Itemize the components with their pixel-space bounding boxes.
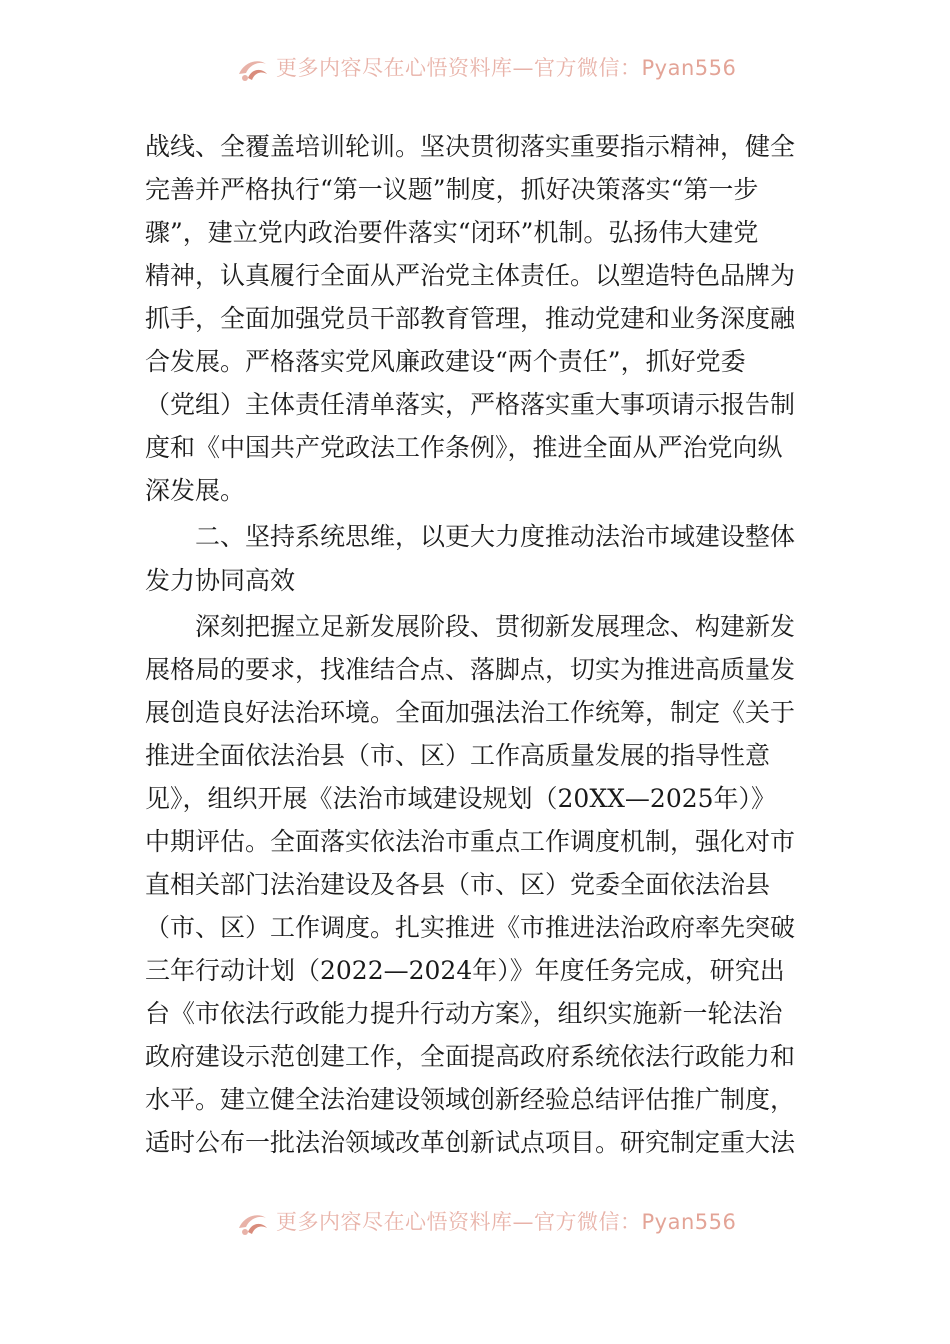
footer-watermark-cn: 更多内容尽在心悟资料库—官方微信： [276, 1210, 642, 1234]
footer-watermark-banner [0, 1202, 950, 1242]
body-line: 深刻把握立足新发展阶段、贯彻新发展理念、构建新发 [195, 612, 796, 641]
body-line: 抓手，全面加强党员干部教育管理，推动党建和业务深度融 [145, 304, 796, 333]
header-watermark-banner [0, 48, 950, 88]
body-line: 政府建设示范创建工作，全面提高政府系统依法行政能力和 [145, 1042, 796, 1071]
header-watermark-cn: 更多内容尽在心悟资料库—官方微信： [276, 56, 642, 80]
body-line: 完善并严格执行“第一议题”制度，抓好决策落实“第一步 [145, 175, 759, 204]
body-line: 见》，组织开展《法治市域建设规划（20XX—2025年）》 [145, 784, 777, 813]
body-line: 推进全面依法治县（市、区）工作高质量发展的指导性意 [145, 741, 771, 770]
header-watermark-wechat-id: Pyan556 [641, 56, 737, 80]
body-line: 度和《中国共产党政法工作条例》，推进全面从严治党向纵 [145, 433, 783, 462]
body-line: 展格局的要求，找准结合点、落脚点，切实为推进高质量发 [145, 655, 796, 684]
body-line: 中期评估。全面落实依法治市重点工作调度机制，强化对市 [145, 827, 796, 856]
body-line: 骤”，建立党内政治要件落实“闭环”机制。弘扬伟大建党 [145, 218, 759, 247]
body-line: （市、区）工作调度。扎实推进《市推进法治政府率先突破 [145, 913, 796, 942]
body-line: 合发展。严格落实党风廉政建设“两个责任”，抓好党委 [145, 347, 746, 376]
body-line: 三年行动计划（2022—2024年）》年度任务完成，研究出 [145, 956, 785, 985]
swirl-logo-icon [236, 54, 270, 84]
footer-watermark-text [276, 1210, 736, 1234]
body-line: 台《市依法行政能力提升行动方案》，组织实施新一轮法治 [145, 999, 783, 1028]
body-line: 战线、全覆盖培训轮训。坚决贯彻落实重要指示精神，健全 [145, 132, 796, 161]
swirl-logo-icon [236, 1208, 270, 1238]
footer-watermark-wechat-id: Pyan556 [641, 1210, 737, 1234]
body-line: 直相关部门法治建设及各县（市、区）党委全面依法治县 [145, 870, 771, 899]
body-line: 水平。建立健全法治建设领域创新经验总结评估推广制度， [145, 1085, 796, 1114]
body-line: 展创造良好法治环境。全面加强法治工作统筹，制定《关于 [145, 698, 796, 727]
section-heading-line: 二、坚持系统思维，以更大力度推动法治市域建设整体 [195, 522, 796, 551]
section-heading-line: 发力协同高效 [145, 566, 296, 595]
body-line: （党组）主体责任清单落实，严格落实重大事项请示报告制 [145, 390, 796, 419]
header-watermark-text [276, 56, 736, 80]
body-line: 深发展。 [145, 476, 246, 505]
body-line: 适时公布一批法治领域改革创新试点项目。研究制定重大法 [145, 1128, 796, 1157]
body-line: 精神，认真履行全面从严治党主体责任。以塑造特色品牌为 [145, 261, 796, 290]
